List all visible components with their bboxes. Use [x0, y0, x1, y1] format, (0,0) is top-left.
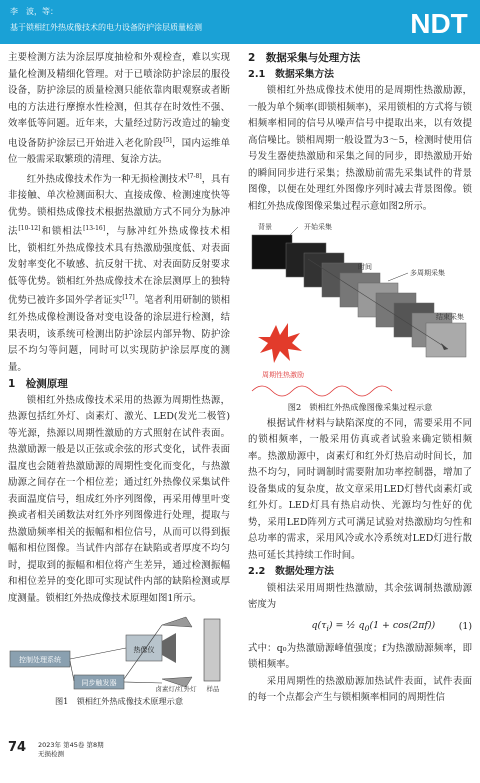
sample-label: 样品 [206, 685, 220, 693]
subsection-2-1-paragraph-b: 根据试件材料与缺陷深度的不同，需要采用不同的锁相频率，一般采用仿真或者试验来确定锁相频率。热激励源中，卤素灯和红外灯热启动时间长，加热不均匀，同时调制时需要附加功率控制器，增加了设备集成的复杂度，故文章采用LED灯替代卤素灯或红外灯。LED灯具有热启动快、光源均匀性好的优势，采用LED阵列方式可满足试验对热激励均匀性和总功率的需求，采用风冷或水冷系统对LED灯进行散热可延长其持续工作时间。 [248, 417, 472, 561]
intro-paragraph-1: 主要检测方法为涂层厚度抽检和外观检查，难以实现量化检测及精细化管理。对于已喷涂防护涂层的服役设备，防护涂层的质量检测只能依靠肉眼观察或者断电的方法进行摩擦水性检测，但其存在时效性不强、效率低等问题。近年来，大量经过防污改造过的输变电设备防护涂层已开始进入老化阶段[5]，国内运维单位一般需采取繁琐的清理、复涂方法。 [8, 52, 230, 166]
lamp-top-icon [162, 617, 192, 627]
ndt-logo [406, 4, 472, 40]
sample-plate [204, 619, 220, 681]
section-2-heading: 2 数据采集与处理方法 [248, 52, 361, 64]
thermal-camera-label: 热像仪 [133, 646, 155, 654]
figure-1-caption: 图1 锁相红外热成像技术原理示意 [54, 696, 184, 706]
equation-1-formula: $q(\tau_i)$ = ½ $q_0(1 + \cos(2\pi f))$ [311, 619, 436, 633]
camera-lens-icon [162, 633, 176, 663]
page-number: 74 [8, 740, 27, 755]
journal-info [38, 741, 158, 759]
frame-stack [286, 243, 466, 357]
excitation-label: 周期性热激励 [262, 371, 304, 379]
right-column [248, 50, 472, 707]
excitation-wave [252, 386, 392, 396]
control-system-label: 控制处理系统 [19, 656, 61, 664]
equation-1-number: (1) [458, 620, 472, 632]
equation-1-explanation: 式中：q₀为热激励源峰值强度；f为热激励源频率，即锁相频率。 [248, 642, 472, 671]
connector-line [70, 661, 74, 681]
connector-line [70, 648, 126, 659]
figure-2-caption: 图2 锁相红外热成像图像采集过程示意 [287, 402, 433, 412]
section-1-heading: 1 检测原理 [8, 378, 68, 390]
connector-line [124, 682, 162, 683]
subsection-2-2-paragraph-c: 采用周期性的热激励源加热试件表面，试件表面的每一个点都会产生与锁相频率相同的周期性信 [248, 675, 472, 704]
left-column [8, 50, 230, 710]
heat-excitation-icon [258, 323, 302, 363]
subsection-2-2-heading: 2.2 数据处理方法 [248, 566, 334, 577]
figure-1-diagram [8, 615, 230, 693]
journal-issue: 2023年 第45卷 第8期 [38, 741, 104, 749]
equation-1 [248, 614, 472, 641]
sync-trigger-label: 同步触发器 [81, 679, 117, 687]
start-acquisition-label: 开始采集 [304, 223, 332, 231]
time-axis-label: 时间 [358, 263, 372, 271]
header-authors: 李 波，等： [10, 7, 58, 16]
background-label: 背景 [258, 223, 272, 231]
logo-text: NDT [410, 8, 468, 39]
subsection-2-1-paragraph: 锁相红外热成像技术使用的是周期性热激励源，一般为单个频率(即锁相频率)，采用锁相的方式将与锁相频率相同的信号从噪声信号中提取出来，以有效提高信噪比。锁相周期一般设置为3～5，检测时使用信号发生器使热激励和采集之间的同步，即热激励开始的瞬间同步进行采集；热激励前需先采集试件的背景图像，以便在处理红外图像序列时减去背景图像。锁相红外热成像图像采集过程示意如图2所示。 [248, 85, 472, 212]
subsection-2-2-paragraph: 锁相法采用周期性热激励，其余弦调制热激励源密度为 [248, 582, 472, 610]
journal-name: 无损检测 [38, 750, 64, 758]
intro-paragraph-2: 红外热成像技术作为一种无损检测技术[7-8]，具有非接触、单次检测面积大、直接成像、检测速度快等优势。锁相热成像技术根据热激励方式不同分为脉冲法[10-12]和锁相法[13-16]，与脉冲红外热成像技术相比，锁相红外热成像技术具有热激励强度低、对表面发射率变化不敏感、抗反射干扰、对表面防反射要求低等优势。锁相红外热成像技术在涂层测厚上的独特优势已被许多国外学者证实[17]。笔者利用研制的锁相红外热成像检测设备对变电设备的涂层进行检测，结果表明，该系统可检测出防护涂层内部异物、防护涂层不均匀等问题，同时可以实现防护涂层厚度的测量。 [8, 172, 230, 373]
page-header [0, 0, 480, 44]
multi-cycle-label: 多周期采集 [410, 269, 445, 277]
end-acquisition-label: 结束采集 [436, 313, 464, 321]
header-subtitle: 基于锁相红外热成像技术的电力设备防护涂层质量检测 [10, 23, 202, 32]
figure-2-diagram [248, 219, 472, 399]
subsection-2-1-heading: 2.1 数据采集方法 [248, 68, 334, 80]
section-1-paragraph: 锁相红外热成像技术采用的热源为周期性热源，热源包括红外灯、卤素灯、激光、LED(发光二极管)等光源，热源以周期性激励的方式照射在试件表面。热激励源一般是以正弦或余弦的形式变化，试件表面温度也会随着热激励源的周期性变化而变化，与热激励源之间存在一个相位差；通过红外热像仪采集试件表面温度信号，组成红外序列图像，再采用傅里叶变换或者相关函数法对红外序列图像进行处理，提取与热激励频率相关的振幅和相位信号，从而可以得到振幅和相位图像。当试件内部存在缺陷或者厚度不均匀时，提取到的振幅和相位将产生差异，通过检测振幅和相位差异的变化即可实现试件内部的缺陷检测或厚度测量。锁相红外热成像技术原理如图1所示。 [8, 394, 230, 604]
lamp-label: 卤素灯/红外灯 [155, 685, 197, 693]
